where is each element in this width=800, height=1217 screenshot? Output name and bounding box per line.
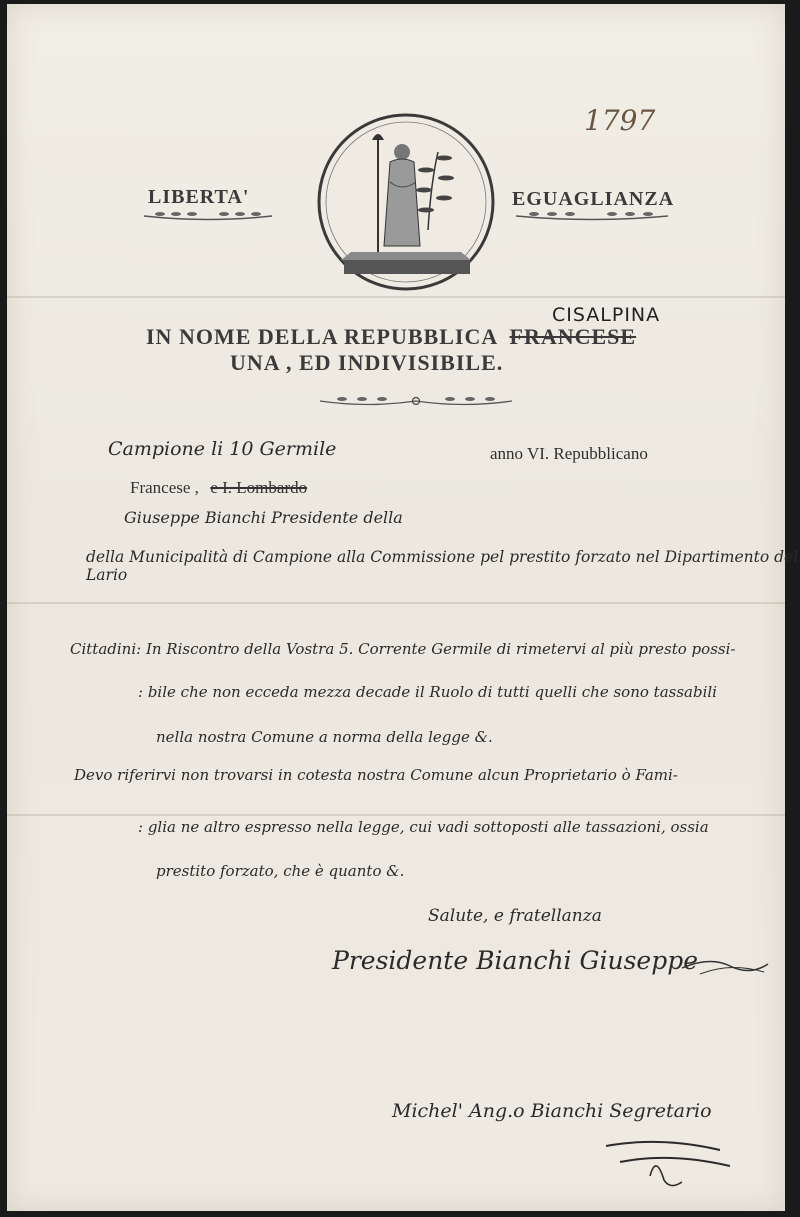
closing-salutation: Salute, e fratellanza <box>428 906 602 926</box>
signature-flourish <box>680 950 770 980</box>
heading-line2: UNA , ED INDIVISIBILE. <box>230 350 504 375</box>
heading-correction: CISALPINA <box>552 304 661 326</box>
body-line: nella nostra Comune a norma della legge &. <box>156 728 493 746</box>
body-line: Cittadini: In Riscontro della Vostra 5. Corrente Germile di rimetervi al più presto possi- <box>70 640 736 658</box>
body-line: prestito forzato, che è quanto &. <box>156 862 405 880</box>
date-line2-struck: e I. Lombardo <box>210 478 308 497</box>
date-year-label: anno VI. Repubblicano <box>490 444 648 463</box>
date-line2 <box>130 478 307 498</box>
sender-line: Giuseppe Bianchi Presidente della <box>124 508 403 527</box>
body-line: : bile che non ecceda mezza decade il Ruolo di tutti quelli che sono tassabili <box>138 683 717 701</box>
date-line2-prefix: Francese , <box>130 478 199 497</box>
body-line: Devo riferirvi non trovarsi in cotesta nostra Comune alcun Proprietario ò Fami- <box>74 766 678 784</box>
secretary-signature: Michel' Ang.o Bianchi Segretario <box>392 1100 712 1122</box>
heading-struck-word: FRANCESE <box>509 324 637 349</box>
laurel-ornament-left <box>140 208 276 224</box>
motto-left: LIBERTA' <box>148 186 250 208</box>
liberty-emblem-vignette <box>316 112 496 292</box>
motto-right: EGUAGLIANZA <box>512 188 675 210</box>
recipient-line: della Municipalità di Campione alla Commissione pel prestito forzato nel Dipartimento del Lario <box>86 548 799 584</box>
paper-fold <box>7 602 785 604</box>
year-annotation: 1797 <box>584 104 656 137</box>
body-line: : glia ne altro espresso nella legge, cui vadi sottoposti alle tassazioni, ossia <box>138 818 709 836</box>
paper-fold <box>7 296 785 298</box>
center-flourish-ornament <box>318 394 514 408</box>
heading-text: IN NOME DELLA REPUBBLICA <box>146 324 498 349</box>
paper-fold <box>7 814 785 816</box>
date-place: Campione li 10 Germile <box>108 438 337 460</box>
laurel-ornament-right <box>512 208 672 224</box>
heading-line1 <box>146 324 636 350</box>
president-signature: Presidente Bianchi Giuseppe <box>332 946 698 975</box>
secretary-flourish <box>600 1126 740 1196</box>
